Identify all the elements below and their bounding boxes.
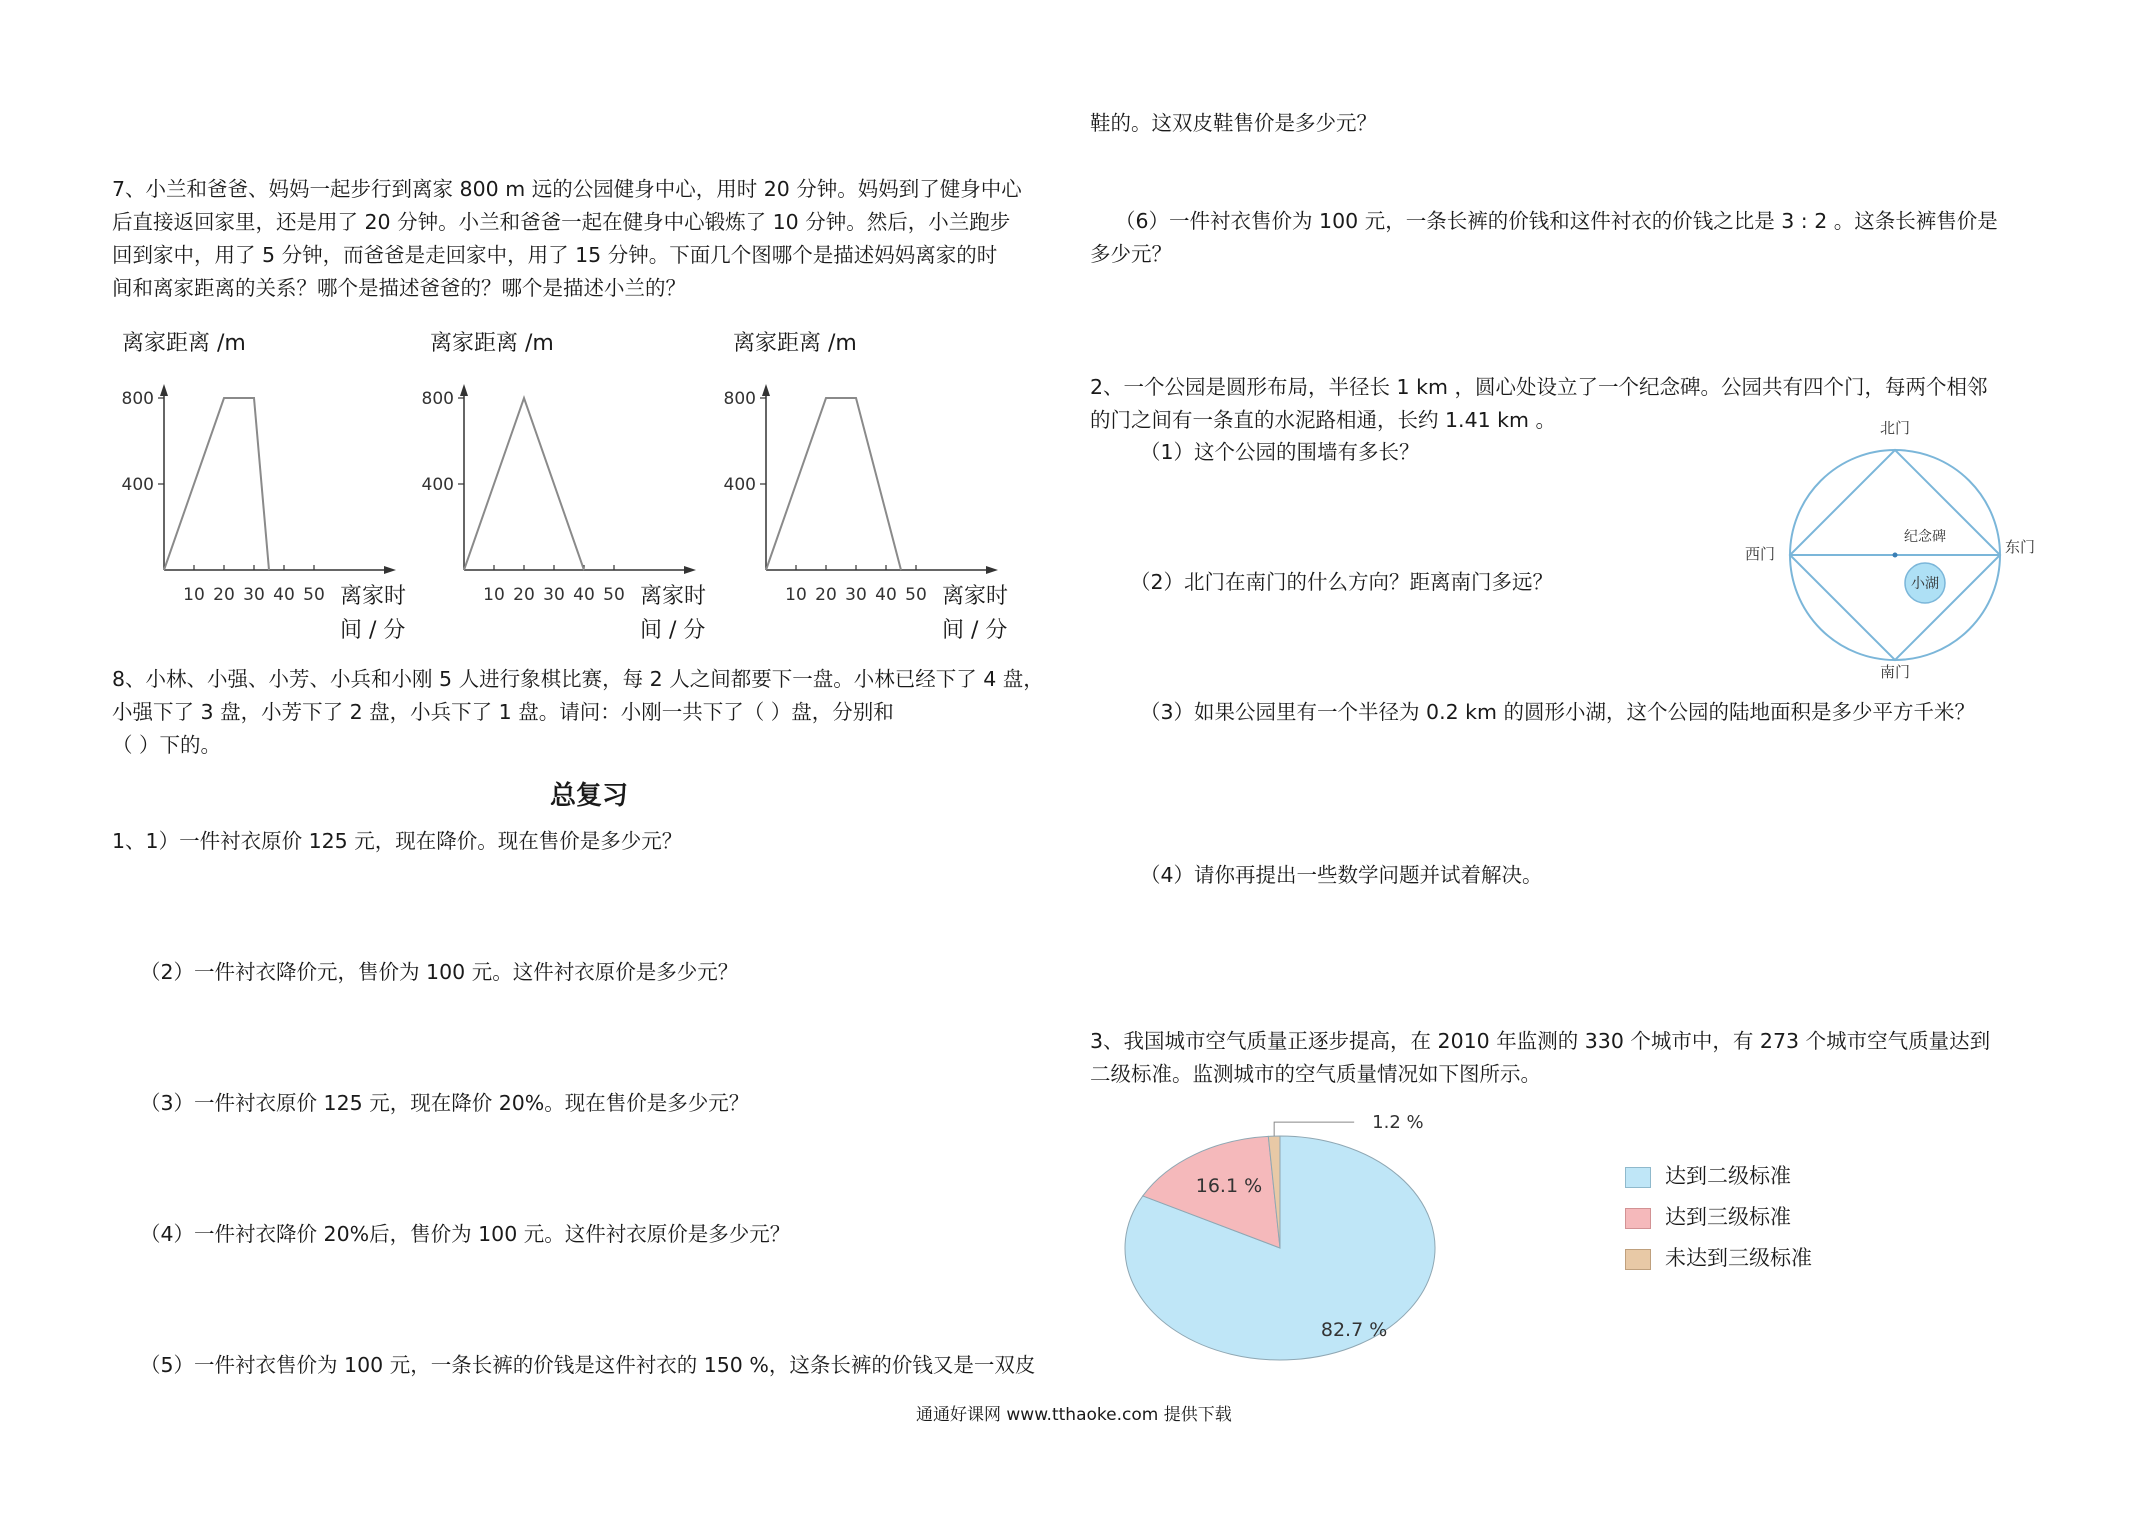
q7-line-3: 回到家中，用了 5 分钟，而爸爸是走回家中，用了 15 分钟。下面几个图哪个是描述妈妈离家的时 bbox=[112, 243, 998, 267]
q7-line-4: 间和离家距离的关系？哪个是描述爸爸的？哪个是描述小兰的？ bbox=[112, 276, 686, 300]
chart-3-ylabel: 离家距离 /m bbox=[733, 331, 857, 356]
review-q1: 1、1）一件衬衣原价 125 元，现在降价。现在售价是多少元？ bbox=[112, 829, 683, 853]
legend-label-3: 未达到三级标准 bbox=[1665, 1246, 1812, 1270]
pie-label-level-2: 82.7 % bbox=[1320, 1318, 1388, 1341]
north-gate-label: 北门 bbox=[1879, 419, 1911, 437]
chart-2-ylabel: 离家距离 /m bbox=[430, 331, 554, 356]
q2-sub-3: （3）如果公园里有一个半径为 0.2 km 的圆形小湖，这个公园的陆地面积是多少平方千米？ bbox=[1140, 700, 1976, 724]
q8-line-2: 小强下了 3 盘，小芳下了 2 盘，小兵下了 1 盘。请问：小刚一共下了（ ）盘，分别和 bbox=[112, 700, 894, 724]
q7-line-1: 7、小兰和爸爸、妈妈一起步行到离家 800 m 远的公园健身中心，用时 20 分钟。妈妈到了健身中心 bbox=[112, 177, 1022, 201]
legend-label-1: 达到二级标准 bbox=[1665, 1164, 1791, 1188]
legend-swatch-1 bbox=[1625, 1167, 1651, 1188]
q3-line-2: 二级标准。监测城市的空气质量情况如下图所示。 bbox=[1090, 1062, 1541, 1086]
x-tick-label: 50 bbox=[905, 585, 927, 605]
distance-time-line bbox=[464, 398, 584, 570]
chart-2-xlabel-1: 离家时 bbox=[640, 584, 707, 609]
q2-line-1: 2、一个公园是圆形布局，半径长 1 km ，圆心处设立了一个纪念碑。公园共有四个门，每两个相邻 bbox=[1090, 375, 1988, 399]
x-tick-label: 10 bbox=[183, 585, 205, 605]
legend-swatch-2 bbox=[1625, 1208, 1651, 1229]
south-gate-label: 南门 bbox=[1879, 663, 1911, 681]
west-gate-label: 西门 bbox=[1744, 545, 1776, 563]
pie-leader-line bbox=[1274, 1122, 1354, 1136]
pie-label-below-level-3: 1.2 % bbox=[1372, 1112, 1424, 1134]
y-tick-label: 400 bbox=[723, 475, 756, 495]
chart-1-svg bbox=[120, 360, 440, 605]
review-q3: （3）一件衬衣原价 125 元，现在降价 20%。现在售价是多少元？ bbox=[140, 1091, 750, 1115]
x-tick-label: 10 bbox=[483, 585, 505, 605]
legend-swatch-3 bbox=[1625, 1249, 1651, 1270]
chart-2-svg bbox=[420, 360, 740, 605]
monument-label: 纪念碑 bbox=[1904, 529, 1946, 545]
distance-time-line bbox=[164, 398, 269, 570]
x-tick-label: 50 bbox=[303, 585, 325, 605]
lake-label: 小湖 bbox=[1911, 576, 1939, 592]
review-q5: （5）一件衬衣售价为 100 元，一条长裤的价钱是这件衬衣的 150 %，这条长裤的价钱又是一双皮 bbox=[140, 1353, 1036, 1377]
chart-3-svg bbox=[722, 360, 1042, 605]
air-quality-pie-chart bbox=[1120, 1090, 1480, 1390]
distance-time-line bbox=[766, 398, 901, 570]
chart-1-xlabel-1: 离家时 bbox=[340, 584, 407, 609]
x-tick-label: 30 bbox=[543, 585, 565, 605]
x-tick-label: 30 bbox=[243, 585, 265, 605]
x-tick-label: 20 bbox=[815, 585, 837, 605]
q8-line-3: （ ）下的。 bbox=[112, 733, 222, 757]
review-q4: （4）一件衬衣降价 20%后，售价为 100 元。这件衬衣原价是多少元？ bbox=[140, 1222, 791, 1246]
q7-line-2: 后直接返回家里，还是用了 20 分钟。小兰和爸爸一起在健身中心锻炼了 10 分钟。然后，小兰跑步 bbox=[112, 210, 1011, 234]
chart-3-xlabel-1: 离家时 bbox=[942, 584, 1009, 609]
chart-1-ylabel: 离家距离 /m bbox=[122, 331, 246, 356]
q6-line-2: 多少元？ bbox=[1090, 242, 1172, 266]
review-q2: （2）一件衬衣降价元，售价为 100 元。这件衬衣原价是多少元？ bbox=[140, 960, 739, 984]
x-tick-label: 40 bbox=[875, 585, 897, 605]
y-tick-label: 800 bbox=[121, 389, 154, 409]
q6-line-1: （6）一件衬衣售价为 100 元，一条长裤的价钱和这件衬衣的价钱之比是 3 : 2 。这条长裤售价是 bbox=[1115, 209, 1998, 233]
chart-3-xlabel-2: 间 / 分 bbox=[942, 618, 1008, 643]
legend-label-2: 达到三级标准 bbox=[1665, 1205, 1791, 1229]
park-map bbox=[1730, 415, 2036, 695]
q2-sub-1: （1）这个公园的围墙有多长？ bbox=[1140, 440, 1420, 464]
review-q5-continued: 鞋的。这双皮鞋售价是多少元？ bbox=[1090, 111, 1377, 135]
x-tick-label: 40 bbox=[573, 585, 595, 605]
q8-line-1: 8、小林、小强、小芳、小兵和小刚 5 人进行象棋比赛，每 2 人之间都要下一盘。小林已经下了 4 盘， bbox=[112, 667, 1044, 691]
x-tick-label: 10 bbox=[785, 585, 807, 605]
y-tick-label: 400 bbox=[421, 475, 454, 495]
chart-2-xlabel-2: 间 / 分 bbox=[640, 618, 706, 643]
q3-line-1: 3、我国城市空气质量正逐步提高，在 2010 年监测的 330 个城市中，有 273 个城市空气质量达到 bbox=[1090, 1029, 1991, 1053]
y-tick-label: 400 bbox=[121, 475, 154, 495]
y-tick-label: 800 bbox=[421, 389, 454, 409]
x-axis-arrow bbox=[384, 566, 396, 574]
x-tick-label: 40 bbox=[273, 585, 295, 605]
pie-label-level-3: 16.1 % bbox=[1195, 1174, 1263, 1197]
q2-sub-2: （2）北门在南门的什么方向？距离南门多远？ bbox=[1130, 570, 1554, 594]
y-axis-arrow bbox=[160, 384, 168, 396]
x-tick-label: 50 bbox=[603, 585, 625, 605]
x-axis-arrow bbox=[986, 566, 998, 574]
q2-sub-4: （4）请你再提出一些数学问题并试着解决。 bbox=[1140, 863, 1543, 887]
x-tick-label: 20 bbox=[213, 585, 235, 605]
y-axis-arrow bbox=[460, 384, 468, 396]
x-tick-label: 20 bbox=[513, 585, 535, 605]
y-axis-arrow bbox=[762, 384, 770, 396]
x-axis-arrow bbox=[684, 566, 696, 574]
y-tick-label: 800 bbox=[723, 389, 756, 409]
x-tick-label: 30 bbox=[845, 585, 867, 605]
east-gate-label: 东门 bbox=[2004, 538, 2036, 556]
footer-text: 通通好课网 www.tthaoke.com 提供下载 bbox=[916, 1405, 1232, 1425]
chart-1-xlabel-2: 间 / 分 bbox=[340, 618, 406, 643]
q2-line-2: 的门之间有一条直的水泥路相通，长约 1.41 km 。 bbox=[1090, 408, 1557, 432]
section-title: 总复习 bbox=[550, 781, 629, 811]
monument-dot bbox=[1893, 553, 1898, 558]
